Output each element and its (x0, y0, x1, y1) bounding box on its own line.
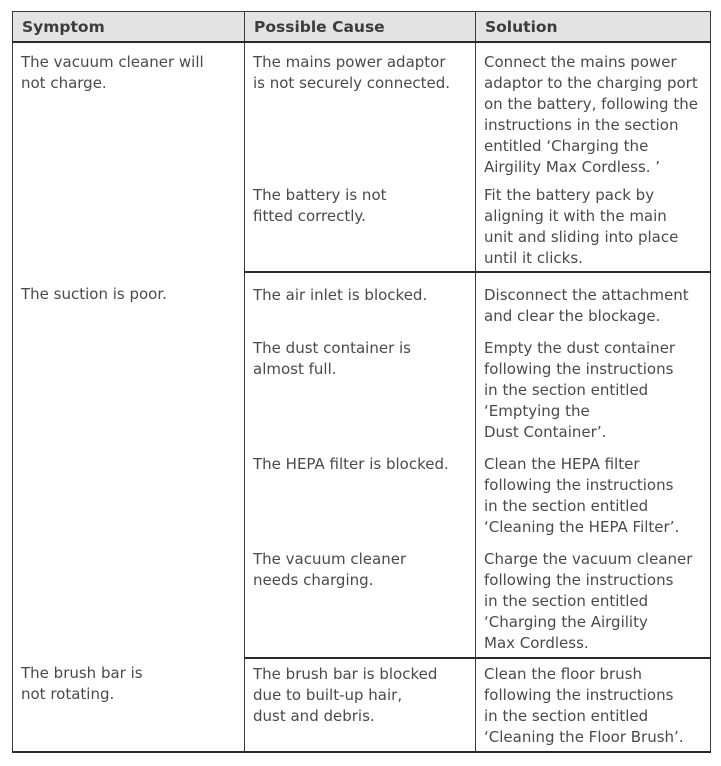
cause-cell (245, 178, 476, 272)
solution-text: Charge the vacuum cleaner following the instructions in the section entitled ‘Charging the Airgility Max Cordless. (484, 550, 693, 652)
cause-cell (245, 42, 476, 178)
cause-cell (245, 658, 476, 752)
cause-cell (245, 538, 476, 658)
symptom-text: The brush bar is not rotating. (21, 664, 143, 703)
solution-cell (476, 327, 711, 443)
header-solution: Solution (476, 12, 711, 43)
table-header-row (13, 12, 711, 43)
cause-cell (245, 327, 476, 443)
solution-text: Connect the mains power adaptor to the charging port on the battery, following the instructions in the section entitled ‘Charging the Airgility Max Cordless. ’ (484, 53, 698, 176)
solution-text: Clean the floor brush following the instructions in the section entitled ‘Cleaning the Floor Brush’. (484, 665, 684, 746)
cause-text: The vacuum cleaner needs charging. (253, 550, 407, 589)
cause-text: The HEPA filter is blocked. (253, 455, 449, 473)
cause-text: The dust container is almost full. (253, 339, 411, 378)
symptom-cell (13, 42, 245, 272)
cause-text: The brush bar is blocked due to built-up hair, dust and debris. (253, 665, 438, 725)
solution-cell (476, 658, 711, 752)
solution-cell (476, 42, 711, 178)
solution-cell (476, 178, 711, 272)
symptom-text: The vacuum cleaner will not charge. (21, 53, 204, 92)
solution-cell (476, 272, 711, 327)
solution-text: Clean the HEPA filter following the instructions in the section entitled ‘Cleaning the HEPA Filter’. (484, 455, 680, 536)
cause-cell (245, 443, 476, 538)
symptom-cell (13, 658, 245, 752)
table-row (13, 272, 711, 327)
solution-text: Empty the dust container following the instructions in the section entitled ‘Emptying the Dust Container’. (484, 339, 676, 441)
header-symptom: Symptom (13, 12, 245, 43)
cause-text: The battery is not fitted correctly. (253, 186, 387, 225)
solution-cell (476, 538, 711, 658)
troubleshooting-table (12, 11, 711, 753)
solution-text: Fit the battery pack by aligning it with the main unit and sliding into place until it clicks. (484, 186, 679, 267)
cause-cell (245, 272, 476, 327)
symptom-cell (13, 272, 245, 658)
symptom-text: The suction is poor. (21, 285, 167, 303)
cause-text: The air inlet is blocked. (253, 286, 428, 304)
cause-text: The mains power adaptor is not securely connected. (253, 53, 451, 92)
solution-text: Disconnect the attachment and clear the blockage. (484, 286, 689, 325)
table-row (13, 658, 711, 752)
solution-cell (476, 443, 711, 538)
table-row (13, 42, 711, 178)
header-possible-cause: Possible Cause (245, 12, 476, 43)
